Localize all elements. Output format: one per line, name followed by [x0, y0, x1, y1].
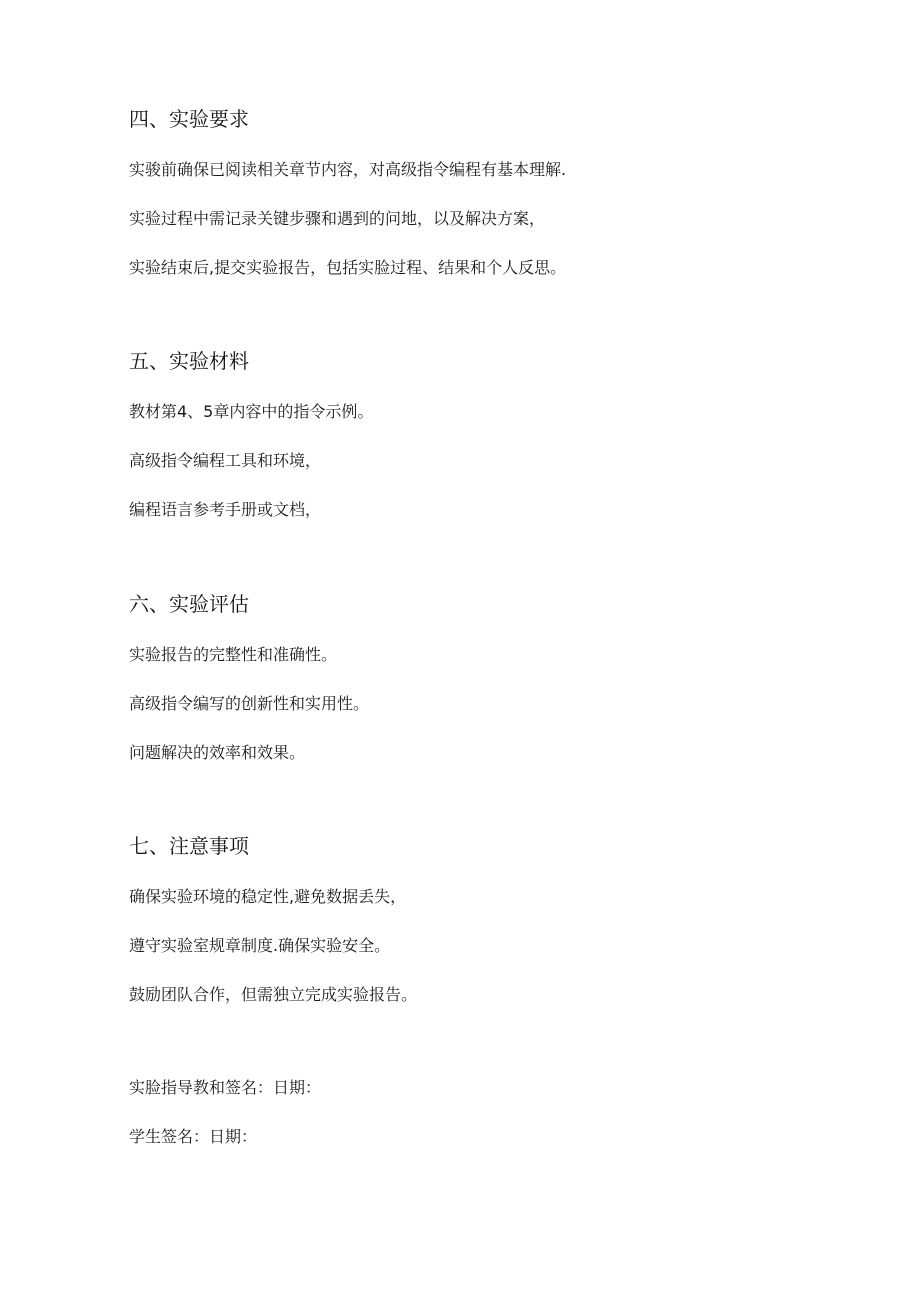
notes-item-2: 遵守实验室规章制度.确保实验安全。 — [129, 936, 391, 955]
notes-item-1: 确保实验环境的稳定性,避免数据丢失， — [129, 887, 407, 906]
evaluation-item-2: 高级指令编写的创新性和实用性。 — [129, 694, 370, 713]
section-heading-materials: 五、实验材料 — [129, 349, 249, 373]
student-signature-line: 学生签名：日期： — [129, 1127, 258, 1146]
section-heading-notes: 七、注意事项 — [129, 834, 249, 858]
evaluation-item-3: 问题解决的效率和效果。 — [129, 743, 306, 762]
requirements-item-1: 实骏前确保已阅读相关章节内容，对高级指令编程有基本理解. — [129, 160, 567, 179]
materials-item-2: 高级指令编程工具和环境， — [129, 451, 322, 470]
materials-item-1: 教材第4、5章内容中的指令示例。 — [129, 402, 374, 421]
notes-item-3: 鼓励团队合作，但需独立完成实验报告。 — [129, 985, 418, 1004]
materials-item-3: 编程语言参考手册或文档， — [129, 500, 322, 519]
instructor-signature-line: 实脸指导教和签名：日期： — [129, 1078, 322, 1097]
requirements-item-2: 实验过程中需记录关键步骤和遇到的问地，以及解决方案， — [129, 209, 546, 228]
requirements-item-3: 实验结束后,提交实验报告，包括实脸过程、结果和个人反思。 — [129, 258, 567, 277]
section-heading-evaluation: 六、实验评估 — [129, 592, 249, 616]
evaluation-item-1: 实验报告的完整性和准确性。 — [129, 645, 338, 664]
section-heading-requirements: 四、实验要求 — [129, 107, 249, 131]
